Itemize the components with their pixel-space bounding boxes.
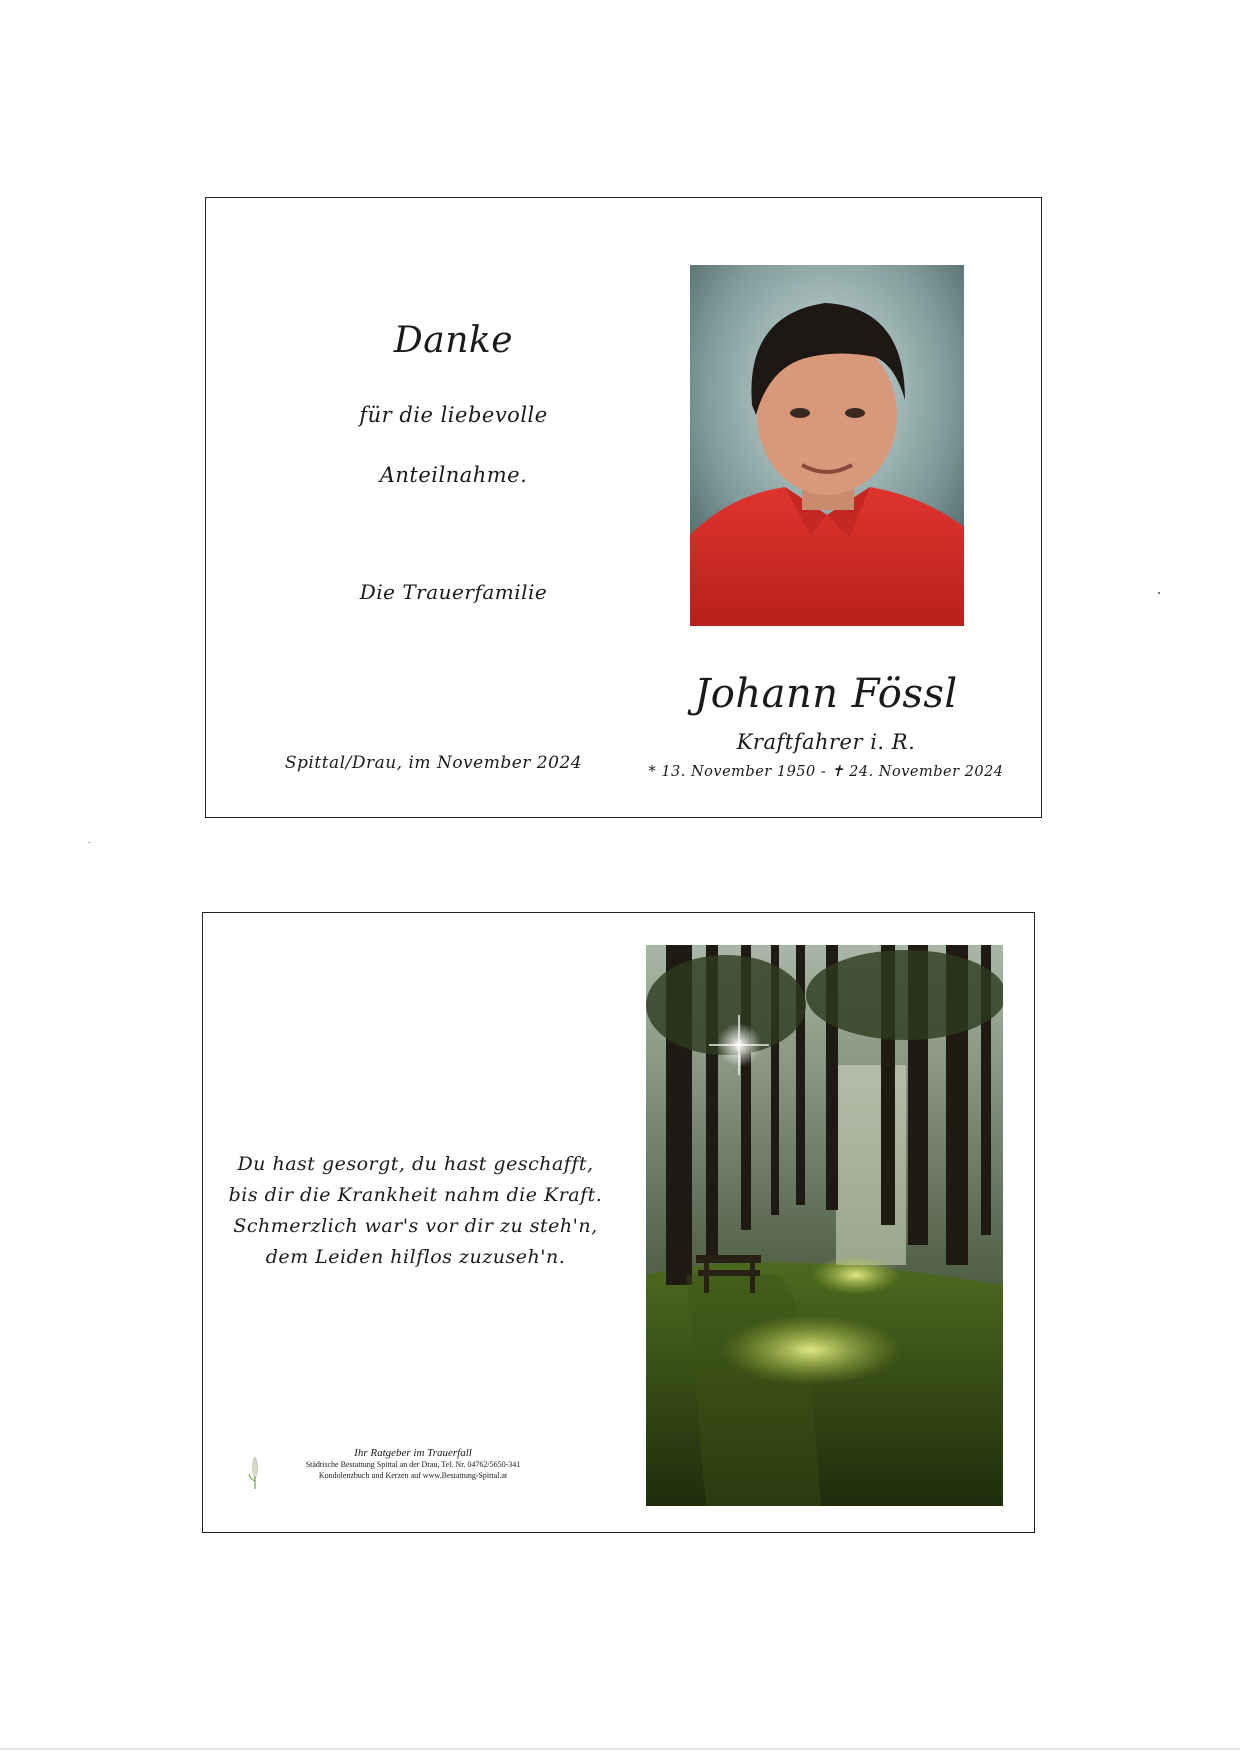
thank-you-card: [205, 197, 1042, 818]
funeral-home-footer: [263, 1447, 563, 1481]
scan-speck: [1158, 592, 1160, 594]
scan-speck: [88, 842, 91, 843]
poem-line: bis dir die Krankheit nahm die Kraft.: [228, 1184, 603, 1206]
thanks-line-1: für die liebevolle: [359, 403, 548, 427]
forest-photo: [646, 945, 1003, 1506]
card-heading: Danke: [393, 320, 514, 361]
poem-line: Schmerzlich war's vor dir zu steh'n,: [233, 1215, 598, 1237]
place-date: Spittal/Drau, im November 2024: [284, 753, 583, 773]
funeral-home-logo: [248, 1453, 262, 1489]
footer-contact: Städtische Bestattung Spittal an der Drau, Tel. Nr. 04762/5650-341: [305, 1460, 521, 1469]
deceased-title: Kraftfahrer i. R.: [736, 730, 916, 754]
scan-edge: [0, 1748, 1240, 1750]
footer-slogan: Ihr Ratgeber im Trauerfall: [354, 1447, 472, 1459]
thanks-line-2: Anteilnahme.: [379, 463, 528, 487]
deceased-name: Johann Fössl: [694, 671, 958, 717]
portrait-photo: [690, 265, 964, 626]
poem-card: [202, 912, 1035, 1533]
poem-line: dem Leiden hilflos zuzuseh'n.: [265, 1246, 566, 1268]
poem: [223, 1149, 608, 1273]
signoff: Die Trauerfamilie: [359, 580, 548, 604]
footer-website: Kondolenzbuch und Kerzen auf www.Bestattung-Spittal.at: [318, 1471, 508, 1480]
poem-line: Du hast gesorgt, du hast geschafft,: [237, 1153, 594, 1175]
life-dates: * 13. November 1950 - ✝ 24. November 2024: [648, 764, 1004, 780]
